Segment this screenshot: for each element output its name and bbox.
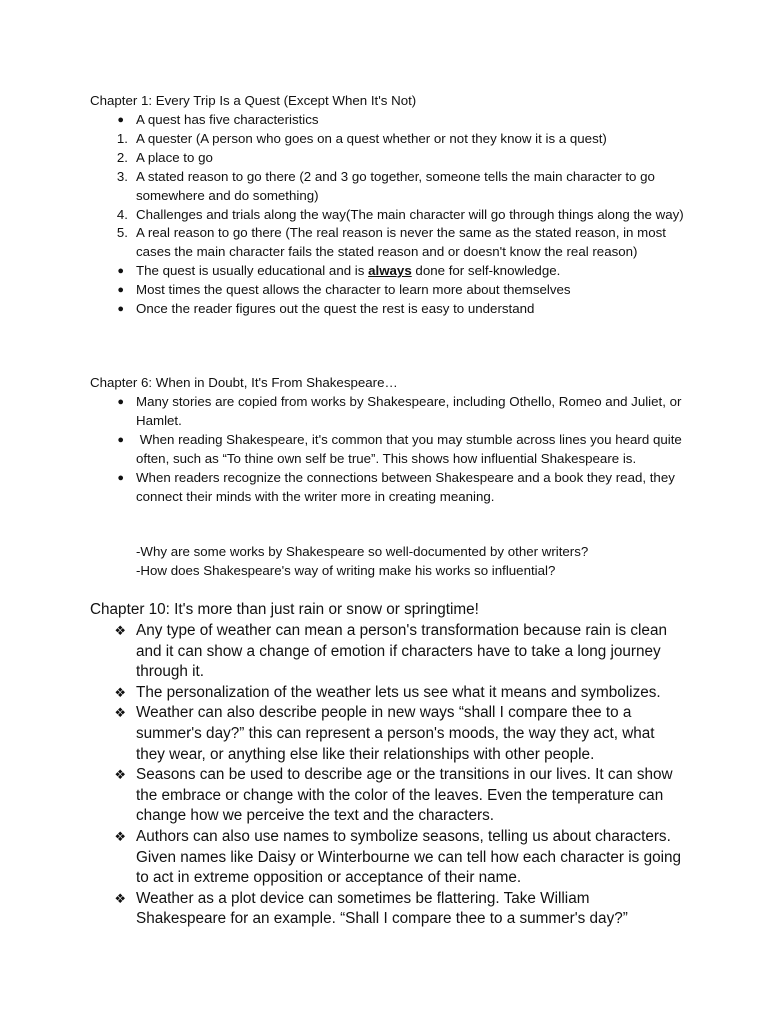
list-item <box>0 281 688 300</box>
numbered-item <box>0 130 688 149</box>
list-item-text: Any type of weather can mean a person's transformation because rain is clean and it can show a change of emotion if characters have to take a long journey through it. <box>136 622 667 681</box>
diamond-bullet-icon: ❖ <box>114 623 126 638</box>
question-line: -Why are some works by Shakespeare so well-documented by other writers? <box>136 544 589 559</box>
list-item <box>0 765 681 827</box>
number-marker: 2. <box>116 149 128 165</box>
chapter-10-heading: Chapter 10: It's more than just rain or snow or springtime! <box>90 601 479 618</box>
list-item-text: A quester (A person who goes on a quest whether or not they know it is a quest) <box>136 130 607 146</box>
number-marker: 4. <box>116 206 128 222</box>
number-marker: 3. <box>116 168 128 184</box>
list-item <box>0 431 688 469</box>
list-item <box>0 703 681 765</box>
list-item-text: A real reason to go there (The real reason is never the same as the stated reason, in most cases the main character fails the stated reason and or doesn't know the real reason) <box>136 225 666 260</box>
list-item <box>0 111 688 130</box>
list-item-text: A quest has five characteristics <box>136 112 319 127</box>
list-item-text: Many stories are copied from works by Shakespeare, including Othello, Romeo and Juliet, or Hamlet. <box>136 394 682 428</box>
bullet-marker: ● <box>117 433 124 446</box>
list-item-text-pre: The quest is usually educational and is <box>136 263 369 279</box>
number-marker: 5. <box>116 225 128 241</box>
numbered-item <box>0 149 688 168</box>
numbered-item <box>0 206 688 225</box>
diamond-bullet-icon: ❖ <box>114 684 126 700</box>
diamond-bullet-icon: ❖ <box>114 705 126 721</box>
list-item-text: Once the reader figures out the quest the rest is easy to understand <box>136 301 535 317</box>
bullet-marker: ● <box>117 284 124 297</box>
emphasis-always: always <box>368 263 412 279</box>
list-item-text: Most times the quest allows the character to learn more about themselves <box>136 282 571 298</box>
list-item <box>0 393 688 431</box>
list-item-text: Challenges and trials along the way(The main character will go through things along the way) <box>136 206 684 222</box>
list-item-text: Weather as a plot device can sometimes be flattering. Take William Shakespeare for an example. “Shall I compare thee to a summer's day?” <box>136 889 628 928</box>
list-item-text: When readers recognize the connections between Shakespeare and a book they read, they connect their minds with the writer more in creating meaning. <box>136 469 675 504</box>
list-item-text-post: done for self-knowledge. <box>411 263 561 279</box>
chapter-6-list <box>0 393 768 506</box>
bullet-marker: ● <box>117 265 124 278</box>
list-item <box>0 469 688 507</box>
bullet-marker: ● <box>117 471 124 484</box>
bullet-marker: ● <box>117 303 124 316</box>
chapter-10-list <box>0 621 768 930</box>
list-item-text: The personalization of the weather lets us see what it means and symbolizes. <box>136 683 661 701</box>
diamond-bullet-icon: ❖ <box>114 767 126 783</box>
list-item <box>0 889 681 930</box>
list-item <box>0 827 681 889</box>
list-item-text: A place to go <box>136 149 213 165</box>
list-item-text: A stated reason to go there (2 and 3 go together, someone tells the main character to go somewhere and do something) <box>136 168 655 203</box>
list-item <box>0 683 681 704</box>
list-item <box>0 621 681 683</box>
chapter-1-heading: Chapter 1: Every Trip Is a Quest (Except When It's Not) <box>90 93 417 108</box>
numbered-item <box>0 224 688 262</box>
list-item <box>0 300 688 319</box>
diamond-bullet-icon: ❖ <box>114 890 126 906</box>
list-item-text: Authors can also use names to symbolize seasons, telling us about characters. Given names like Daisy or Winterbourne we can tell how each character is going to act in extreme opposition or acceptance of their name. <box>136 827 681 887</box>
number-marker: 1. <box>116 130 128 146</box>
list-item-text: When reading Shakespeare, it's common that you may stumble across lines you heard quite often, such as “To thine own self be true”. This shows how influential Shakespeare is. <box>136 431 686 466</box>
diamond-bullet-icon: ❖ <box>114 828 126 844</box>
list-item-text: Seasons can be used to describe age or the transitions in our lives. It can show the embrace or change with the color of the leaves. Even the temperature can change how we perceive the text and the characters. <box>136 766 673 825</box>
list-item <box>0 262 688 281</box>
numbered-item <box>0 168 688 206</box>
list-item-text: Weather can also describe people in new ways “shall I compare thee to a summer's day?” this can represent a person's moods, the way they act, what they wear, or anything else like their relationships with other people. <box>136 704 655 763</box>
bullet-marker: ● <box>117 396 124 408</box>
bullet-marker: ● <box>117 114 124 126</box>
question-line: -How does Shakespeare's way of writing make his works so influential? <box>136 563 556 578</box>
chapter-1-list <box>0 111 768 319</box>
chapter-6-heading: Chapter 6: When in Doubt, It's From Shakespeare… <box>90 375 398 390</box>
